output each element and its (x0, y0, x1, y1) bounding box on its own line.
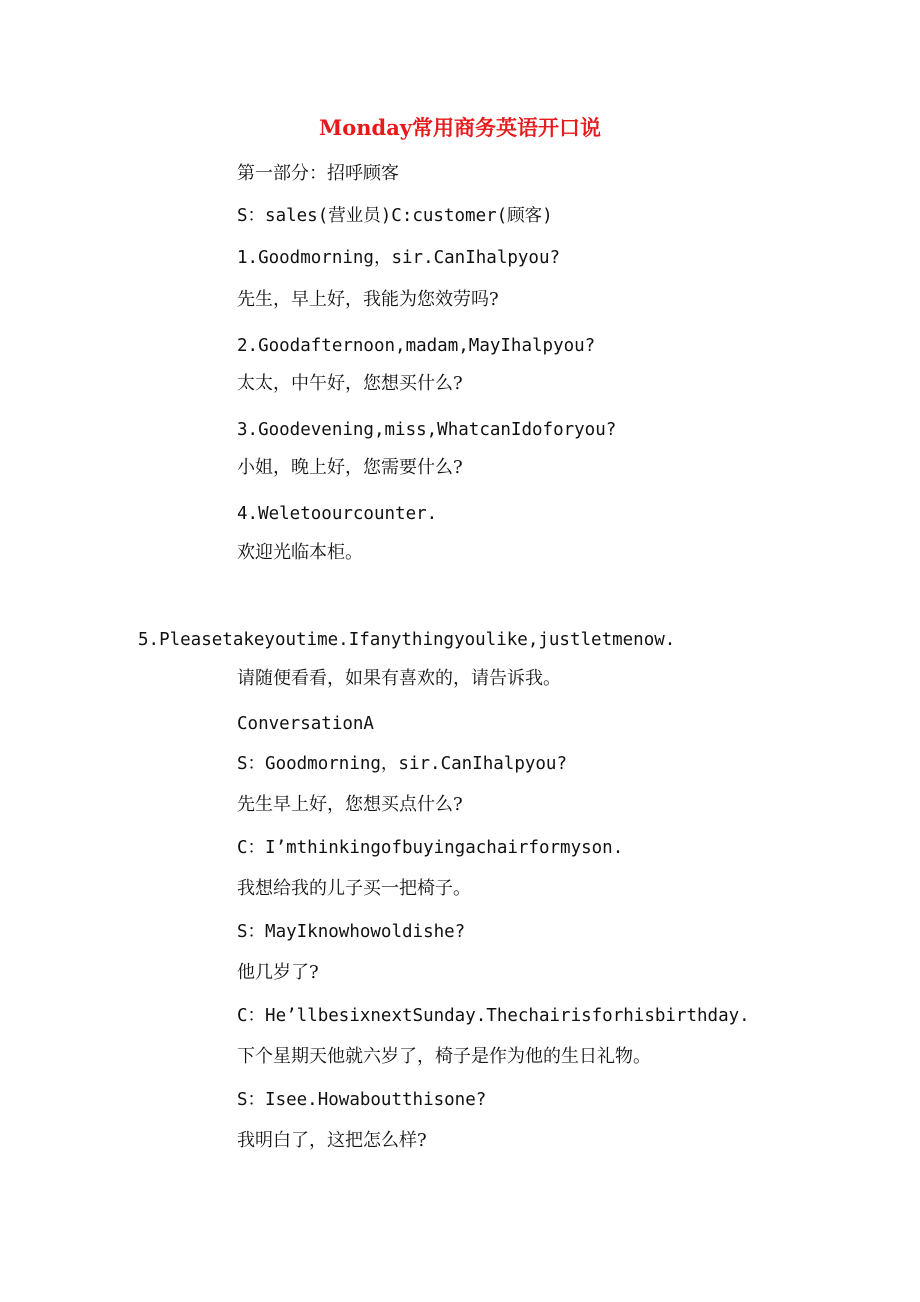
dialogue-line-5-chinese: 我明白了，这把怎么样? (237, 1130, 427, 1151)
dialogue-line-2-chinese: 我想给我的儿子买一把椅子。 (237, 878, 471, 899)
phrase-2-chinese: 太太，中午好，您想买什么? (237, 373, 463, 394)
phrase-3-chinese: 小姐，晚上好，您需要什么? (237, 457, 463, 478)
phrase-5-english: 5.Pleasetakeyoutime.Ifanythingyoulike,justletmenow. (138, 630, 676, 650)
phrase-1-chinese: 先生，早上好，我能为您效劳吗? (237, 289, 499, 310)
section-heading: 第一部分：招呼顾客 (237, 163, 399, 184)
phrase-3-english: 3.Goodevening,miss,WhatcanIdoforyou? (237, 420, 617, 440)
phrase-1-english: 1.Goodmorning，sir.CanIhalpyou? (237, 248, 561, 268)
dialogue-line-4: C：He’llbesixnextSunday.Thechairisforhisbirthday. (237, 1006, 750, 1026)
dialogue-line-4-chinese: 下个星期天他就六岁了，椅子是作为他的生日礼物。 (237, 1046, 651, 1067)
role-legend: S：sales(营业员)C:customer(顾客) (237, 206, 553, 226)
dialogue-line-3: S：MayIknowhowoldishe? (237, 922, 466, 942)
dialogue-line-1: S：Goodmorning，sir.CanIhalpyou? (237, 754, 568, 774)
dialogue-line-3-chinese: 他几岁了? (237, 962, 319, 983)
phrase-5-chinese: 请随便看看，如果有喜欢的，请告诉我。 (237, 668, 561, 689)
phrase-2-english: 2.Goodafternoon,madam,MayIhalpyou? (237, 336, 596, 356)
document-title: Monday常用商务英语开口说 (318, 115, 601, 140)
dialogue-line-2: C：I’mthinkingofbuyingachairformyson. (237, 838, 624, 858)
phrase-4-chinese: 欢迎光临本柜。 (237, 542, 363, 563)
conversation-heading: ConversationA (237, 714, 374, 734)
phrase-4-english: 4.Weletoourcounter. (237, 504, 438, 524)
dialogue-line-1-chinese: 先生早上好，您想买点什么? (237, 794, 463, 815)
dialogue-line-5: S：Isee.Howaboutthisone? (237, 1090, 487, 1110)
